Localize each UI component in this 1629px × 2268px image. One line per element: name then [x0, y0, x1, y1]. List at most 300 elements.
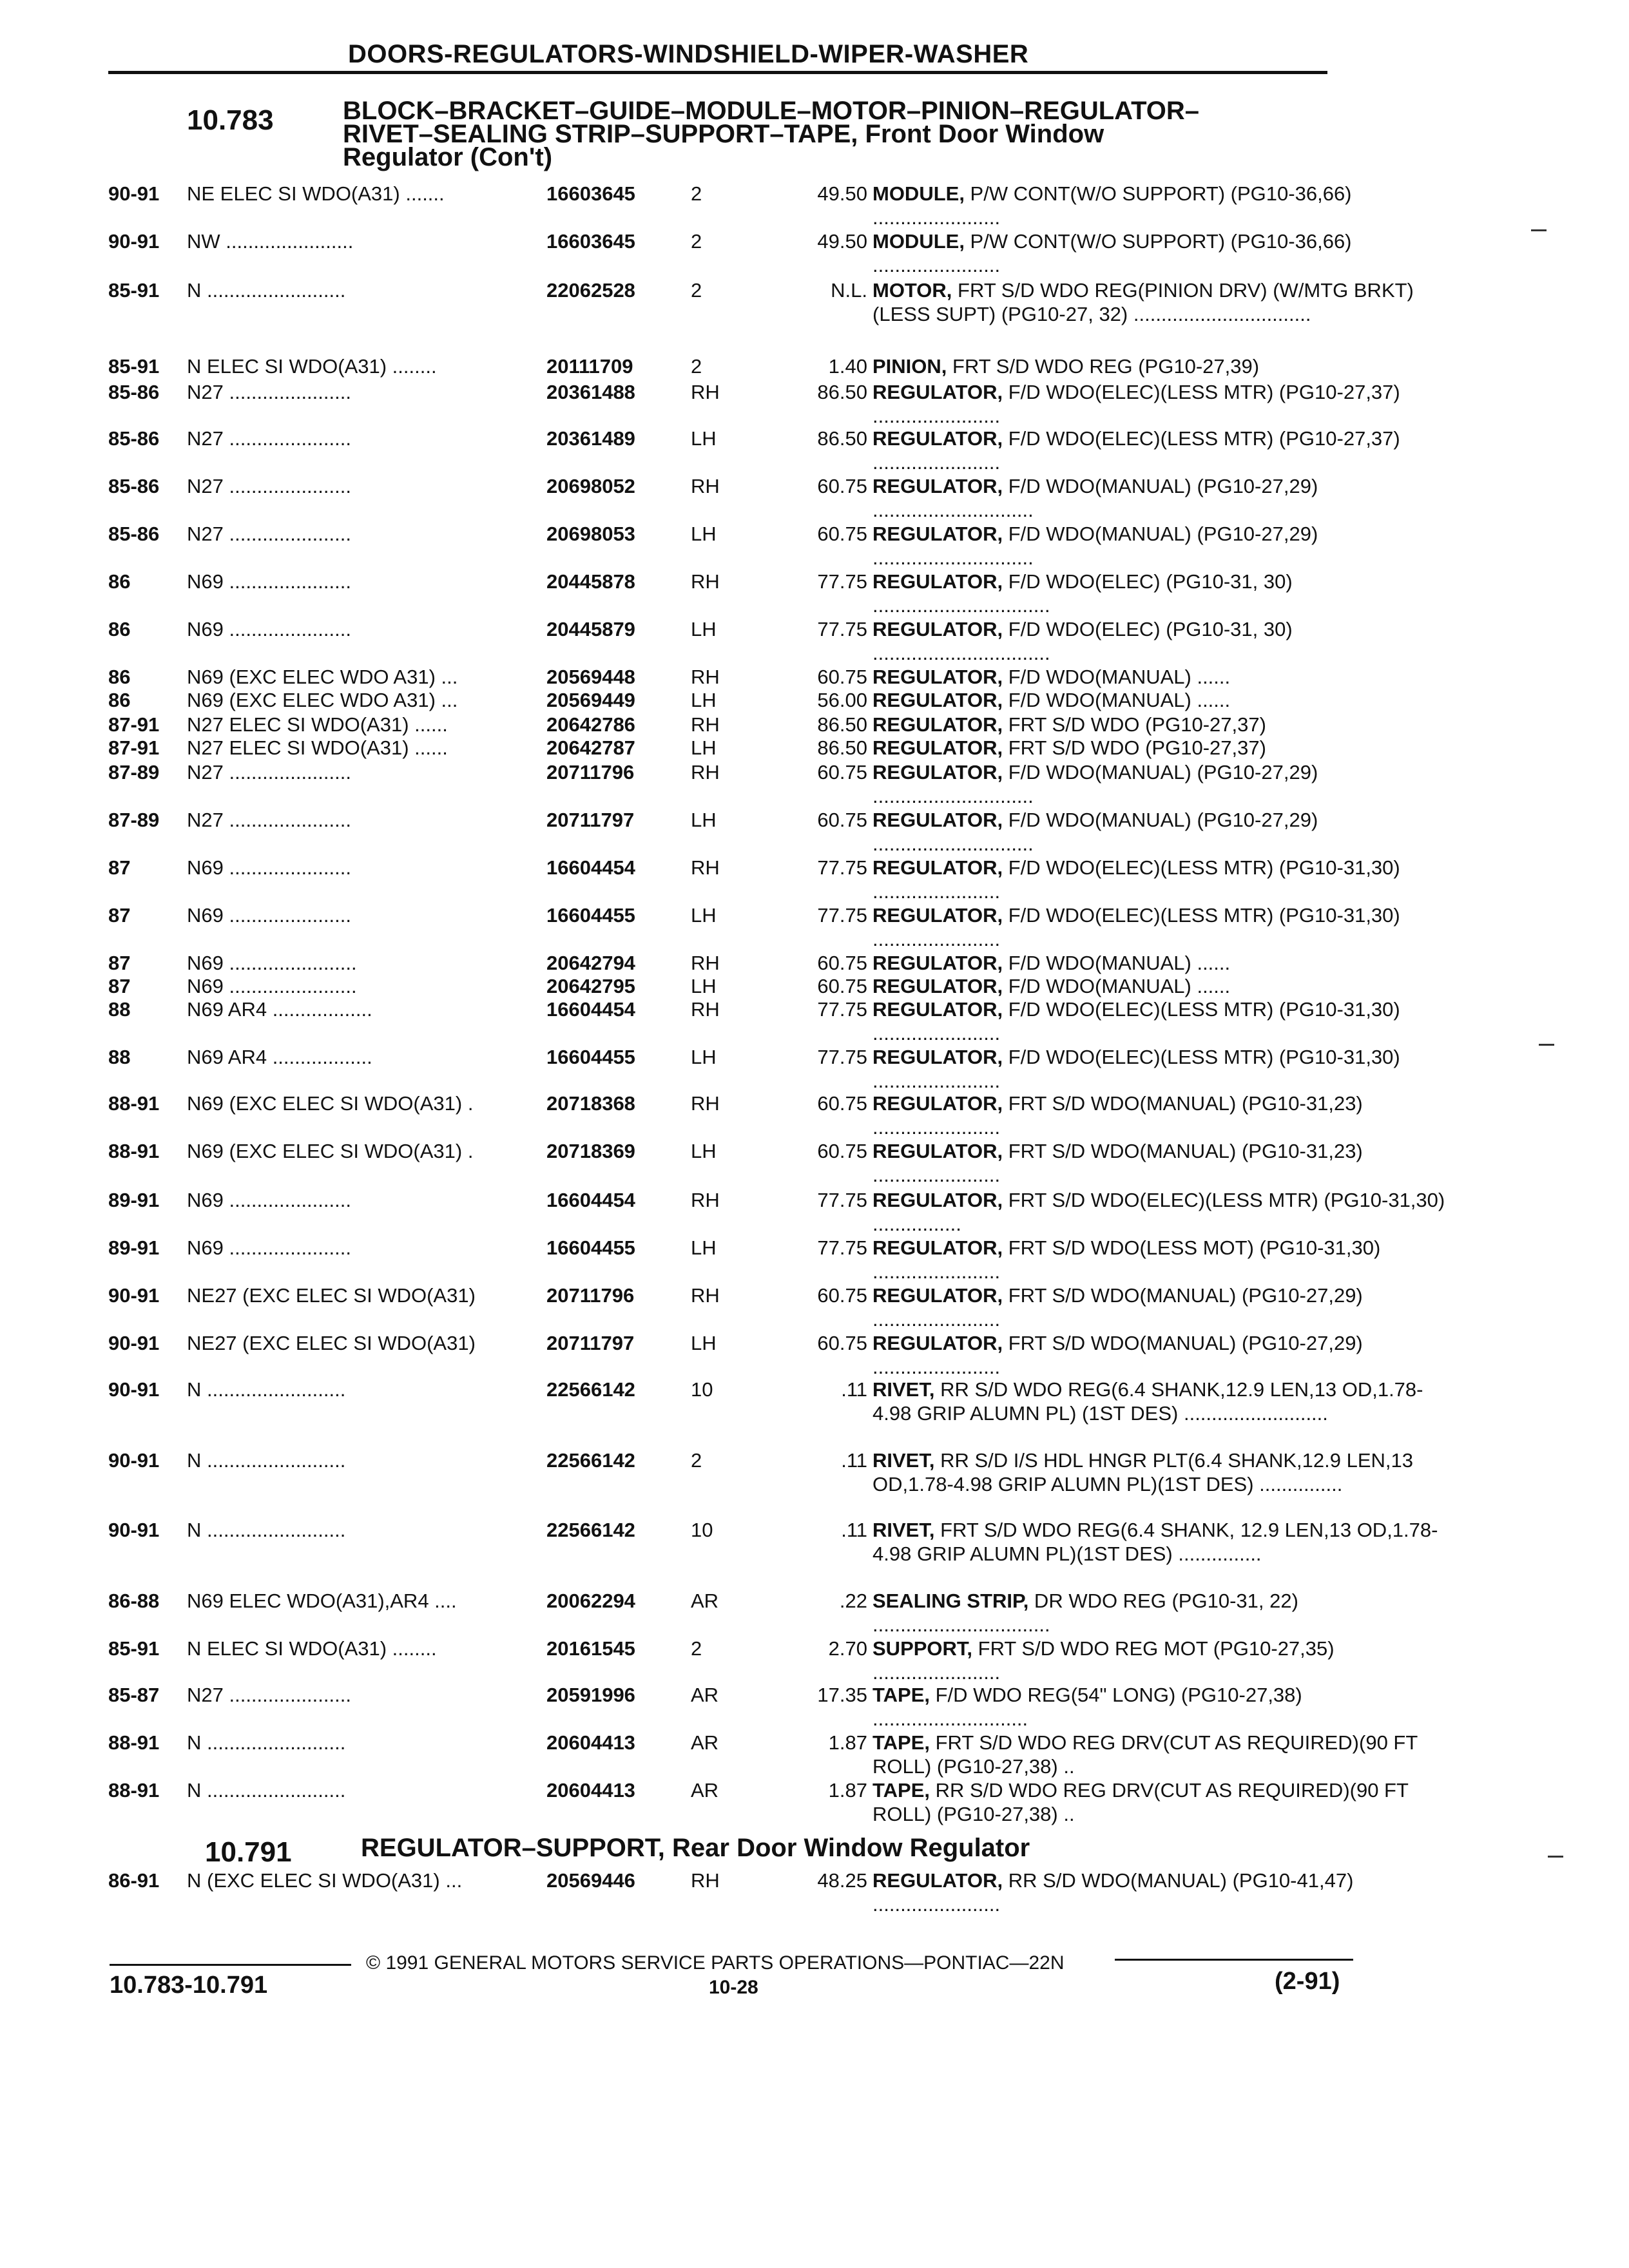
model-description: N ......................... [187, 1378, 346, 1401]
quantity: AR [691, 1684, 719, 1706]
model-description: N27 ...................... [187, 381, 351, 403]
part-name-bold: REGULATOR, [872, 1236, 1003, 1259]
model-years: 87 [108, 975, 131, 997]
model-years: 85-91 [108, 355, 160, 378]
part-name [872, 736, 1452, 760]
part-name-bold: REGULATOR, [872, 523, 1003, 545]
part-name-bold: TAPE, [872, 1731, 930, 1754]
part-name-bold: REGULATOR, [872, 809, 1003, 831]
part-name [872, 1518, 1452, 1566]
model-years: 87 [108, 904, 131, 927]
part-name-detail: F/D WDO(ELEC)(LESS MTR) (PG10-27,37) ....................... [872, 381, 1400, 427]
part-name-bold: REGULATOR, [872, 713, 1003, 736]
price: 60.75 [817, 952, 867, 974]
price: 86.50 [817, 713, 867, 736]
price: N.L. [831, 279, 867, 302]
part-name [872, 354, 1452, 378]
part-name [872, 617, 1452, 665]
part-name-detail: FRT S/D WDO(MANUAL) (PG10-27,29) ....................... [872, 1284, 1363, 1331]
model-description: N27 ...................... [187, 475, 351, 497]
part-name-bold: REGULATOR, [872, 975, 1003, 997]
model-description: N (EXC ELEC SI WDO(A31) ... [187, 1869, 463, 1892]
part-name-detail: P/W CONT(W/O SUPPORT) (PG10-36,66) ....................... [872, 230, 1352, 276]
quantity: RH [691, 952, 720, 974]
model-years: 85-86 [108, 427, 160, 450]
part-name [872, 1869, 1452, 1916]
part-name-detail: FRT S/D WDO REG DRV(CUT AS REQUIRED)(90 FT ROLL) (PG10-27,38) .. [872, 1731, 1418, 1778]
model-years: 87-91 [108, 736, 160, 759]
quantity: LH [691, 1046, 717, 1068]
quantity: LH [691, 975, 717, 997]
part-name [872, 808, 1452, 856]
part-number: 20604413 [546, 1779, 635, 1802]
part-number: 20445879 [546, 618, 635, 640]
part-name-detail: RR S/D I/S HDL HNGR PLT(6.4 SHANK,12.9 LEN,13 OD,1.78-4.98 GRIP ALUMN PL)(1ST DES) ............... [872, 1449, 1413, 1495]
price: 1.40 [828, 355, 867, 378]
price: .11 [841, 1449, 867, 1472]
part-name-bold: REGULATOR, [872, 618, 1003, 640]
model-years: 86 [108, 689, 131, 711]
part-name [872, 903, 1452, 951]
price: .11 [841, 1378, 867, 1401]
part-number: 20718368 [546, 1092, 635, 1115]
part-name-detail: FRT S/D WDO(MANUAL) (PG10-31,23) ....................... [872, 1140, 1363, 1186]
part-number: 22062528 [546, 279, 635, 302]
quantity: LH [691, 904, 717, 927]
part-name [872, 1283, 1452, 1331]
model-years: 88 [108, 1046, 131, 1068]
part-name-detail: F/D WDO(ELEC)(LESS MTR) (PG10-31,30) ....................... [872, 1046, 1400, 1092]
quantity: RH [691, 713, 720, 736]
part-number: 20711796 [546, 761, 635, 783]
price: 77.75 [817, 1236, 867, 1259]
part-name-detail: FRT S/D WDO (PG10-27,37) [1003, 736, 1266, 759]
model-years: 87 [108, 952, 131, 974]
quantity: RH [691, 1189, 720, 1211]
quantity: LH [691, 1140, 717, 1162]
model-years: 85-86 [108, 475, 160, 497]
part-number: 16604454 [546, 998, 635, 1021]
model-description: N69 (EXC ELEC SI WDO(A31) . [187, 1140, 474, 1162]
part-number: 20642787 [546, 736, 635, 759]
quantity: 10 [691, 1519, 713, 1541]
part-name-detail: F/D WDO REG(54" LONG) (PG10-27,38) ............................ [872, 1684, 1302, 1730]
price: 77.75 [817, 904, 867, 927]
quantity: RH [691, 998, 720, 1021]
model-years: 85-91 [108, 1637, 160, 1660]
part-name-bold: REGULATOR, [872, 666, 1003, 688]
model-years: 88-91 [108, 1092, 160, 1115]
part-name-detail: FRT S/D WDO(LESS MOT) (PG10-31,30) ....................... [872, 1236, 1381, 1283]
part-name-detail: RR S/D WDO(MANUAL) (PG10-41,47) ....................... [872, 1869, 1354, 1916]
part-number: 20569448 [546, 666, 635, 688]
quantity: RH [691, 1284, 720, 1307]
section-title-line-1: BLOCK–BRACKET–GUIDE–MODULE–MOTOR–PINION–REGULATOR– [343, 97, 1200, 125]
part-number: 20361488 [546, 381, 635, 403]
quantity: 2 [691, 1449, 702, 1472]
model-years: 86 [108, 570, 131, 593]
footer-copyright: © 1991 GENERAL MOTORS SERVICE PARTS OPERATIONS—PONTIAC—22N [366, 1952, 1065, 1974]
model-description: N27 ELEC SI WDO(A31) ...... [187, 736, 448, 759]
model-description: N27 ...................... [187, 1684, 351, 1706]
part-name-bold: REGULATOR, [872, 1869, 1003, 1892]
model-years: 89-91 [108, 1189, 160, 1211]
model-description: N ......................... [187, 1449, 346, 1472]
part-name [872, 1236, 1452, 1283]
price: 1.87 [828, 1779, 867, 1802]
quantity: RH [691, 381, 720, 403]
part-name [872, 1778, 1452, 1826]
part-name-bold: REGULATOR, [872, 1332, 1003, 1354]
quantity: LH [691, 523, 717, 545]
part-number: 20711797 [546, 809, 635, 831]
part-number: 22566142 [546, 1378, 635, 1401]
part-number: 22566142 [546, 1519, 635, 1541]
part-name [872, 1378, 1452, 1425]
part-name-detail: FRT S/D WDO REG MOT (PG10-27,35) ....................... [872, 1637, 1335, 1684]
model-years: 90-91 [108, 1332, 160, 1354]
part-name-bold: REGULATOR, [872, 475, 1003, 497]
model-years: 90-91 [108, 1378, 160, 1401]
part-name-bold: RIVET, [872, 1378, 935, 1401]
quantity: AR [691, 1779, 719, 1802]
model-years: 85-87 [108, 1684, 160, 1706]
price: 77.75 [817, 998, 867, 1021]
part-name [872, 182, 1452, 229]
part-name-detail: RR S/D WDO REG DRV(CUT AS REQUIRED)(90 FT ROLL) (PG10-27,38) .. [872, 1779, 1409, 1825]
part-name-bold: MOTOR, [872, 279, 952, 302]
quantity: 2 [691, 182, 702, 205]
part-name-detail: FRT S/D WDO(ELEC)(LESS MTR) (PG10-31,30) ................ [872, 1189, 1445, 1235]
model-years: 86 [108, 666, 131, 688]
part-number: 20569449 [546, 689, 635, 711]
price: 60.75 [817, 1140, 867, 1162]
quantity: RH [691, 475, 720, 497]
quantity: RH [691, 1869, 720, 1892]
price: 86.50 [817, 427, 867, 450]
part-name-detail: F/D WDO(MANUAL) (PG10-27,29) ............................. [872, 809, 1318, 855]
model-years: 90-91 [108, 230, 160, 253]
price: 17.35 [817, 1684, 867, 1706]
part-name-detail: F/D WDO(MANUAL) (PG10-27,29) ............................. [872, 475, 1318, 521]
part-name [872, 688, 1452, 712]
model-years: 88 [108, 998, 131, 1021]
price: 86.50 [817, 381, 867, 403]
price: 60.75 [817, 1332, 867, 1354]
part-name [872, 951, 1452, 975]
price: 77.75 [817, 570, 867, 593]
part-name-bold: REGULATOR, [872, 904, 1003, 927]
model-description: N ......................... [187, 279, 346, 302]
part-number: 16604454 [546, 856, 635, 879]
part-name-bold: REGULATOR, [872, 570, 1003, 593]
model-description: N ......................... [187, 1731, 346, 1754]
part-name [872, 1448, 1452, 1496]
header-rule [108, 71, 1327, 74]
part-number: 16604455 [546, 1046, 635, 1068]
model-years: 88-91 [108, 1779, 160, 1802]
part-number: 16603645 [546, 182, 635, 205]
part-number: 16603645 [546, 230, 635, 253]
footer-rule-right [1115, 1959, 1353, 1961]
model-description: NE ELEC SI WDO(A31) ....... [187, 182, 445, 205]
model-description: NE27 (EXC ELEC SI WDO(A31) [187, 1284, 476, 1307]
part-name [872, 713, 1452, 736]
part-name [872, 1091, 1452, 1139]
part-name-bold: REGULATOR, [872, 1189, 1003, 1211]
model-description: NW ....................... [187, 230, 354, 253]
part-name [872, 665, 1452, 689]
price: 60.75 [817, 475, 867, 497]
model-description: N ELEC SI WDO(A31) ........ [187, 1637, 437, 1660]
model-years: 90-91 [108, 1449, 160, 1472]
part-number: 20445878 [546, 570, 635, 593]
part-name-detail: F/D WDO(ELEC)(LESS MTR) (PG10-31,30) ....................... [872, 856, 1400, 903]
price: 60.75 [817, 975, 867, 997]
price: 60.75 [817, 666, 867, 688]
quantity: LH [691, 1332, 717, 1354]
model-description: N69 (EXC ELEC SI WDO(A31) . [187, 1092, 474, 1115]
quantity: RH [691, 666, 720, 688]
price: 60.75 [817, 523, 867, 545]
model-description: N69 AR4 .................. [187, 998, 372, 1021]
model-description: N27 ...................... [187, 761, 351, 783]
part-name-bold: REGULATOR, [872, 736, 1003, 759]
part-number: 20111709 [546, 355, 633, 378]
quantity: RH [691, 1092, 720, 1115]
model-description: N69 ...................... [187, 618, 351, 640]
part-name-detail: RR S/D WDO REG(6.4 SHANK,12.9 LEN,13 OD,1.78-4.98 GRIP ALUMN PL) (1ST DES) .......................... [872, 1378, 1423, 1425]
part-name [872, 380, 1452, 428]
part-number: 20062294 [546, 1590, 635, 1612]
quantity: 2 [691, 1637, 702, 1660]
model-description: N27 ...................... [187, 809, 351, 831]
part-name-bold: RIVET, [872, 1519, 935, 1541]
quantity: RH [691, 761, 720, 783]
part-number: 20698052 [546, 475, 635, 497]
section-number: 10.783 [187, 104, 274, 136]
margin-mark [1531, 229, 1547, 231]
part-name-detail: F/D WDO(ELEC)(LESS MTR) (PG10-27,37) ....................... [872, 427, 1400, 474]
model-years: 87-89 [108, 761, 160, 783]
part-name-detail: F/D WDO(ELEC) (PG10-31, 30) ................................ [872, 618, 1293, 664]
part-number: 20569446 [546, 1869, 635, 1892]
quantity: LH [691, 689, 717, 711]
part-name [872, 1731, 1452, 1778]
price: 77.75 [817, 618, 867, 640]
part-number: 20604413 [546, 1731, 635, 1754]
model-years: 88-91 [108, 1731, 160, 1754]
part-name-bold: REGULATOR, [872, 761, 1003, 783]
footer-rule-left [110, 1964, 351, 1966]
part-name-bold: REGULATOR, [872, 1284, 1003, 1307]
part-name-bold: REGULATOR, [872, 381, 1003, 403]
quantity: LH [691, 736, 717, 759]
model-description: N69 AR4 .................. [187, 1046, 372, 1068]
part-name-detail: FRT S/D WDO (PG10-27,37) [1003, 713, 1266, 736]
model-years: 90-91 [108, 1519, 160, 1541]
model-description: N69 ...................... [187, 1236, 351, 1259]
part-name-detail: FRT S/D WDO(MANUAL) (PG10-31,23) ....................... [872, 1092, 1363, 1139]
price: 2.70 [828, 1637, 867, 1660]
part-name-detail: FRT S/D WDO(MANUAL) (PG10-27,29) ....................... [872, 1332, 1363, 1378]
part-number: 20591996 [546, 1684, 635, 1706]
model-description: N27 ...................... [187, 427, 351, 450]
model-description: N27 ...................... [187, 523, 351, 545]
price: 86.50 [817, 736, 867, 759]
part-name-detail: F/D WDO(MANUAL) (PG10-27,29) ............................. [872, 761, 1318, 807]
part-number: 20161545 [546, 1637, 635, 1660]
price: .11 [841, 1519, 867, 1541]
model-description: N69 ...................... [187, 856, 351, 879]
model-years: 85-86 [108, 523, 160, 545]
price: 49.50 [817, 182, 867, 205]
part-name-bold: TAPE, [872, 1779, 930, 1802]
part-name-detail: F/D WDO(ELEC) (PG10-31, 30) ................................ [872, 570, 1293, 617]
model-description: N69 ...................... [187, 904, 351, 927]
part-number: 20642786 [546, 713, 635, 736]
section-2-number: 10.791 [205, 1836, 292, 1868]
part-name-bold: TAPE, [872, 1684, 930, 1706]
part-name-bold: REGULATOR, [872, 689, 1003, 711]
model-years: 87 [108, 856, 131, 879]
part-number: 20361489 [546, 427, 635, 450]
model-years: 89-91 [108, 1236, 160, 1259]
part-name-detail: F/D WDO(ELEC)(LESS MTR) (PG10-31,30) ....................... [872, 904, 1400, 950]
part-name [872, 427, 1452, 474]
price: 77.75 [817, 1046, 867, 1068]
part-number: 20718369 [546, 1140, 635, 1162]
part-number: 20698053 [546, 523, 635, 545]
model-years: 86-88 [108, 1590, 160, 1612]
price: 1.87 [828, 1731, 867, 1754]
part-name-detail: FRT S/D WDO REG(PINION DRV) (W/MTG BRKT)(LESS SUPT) (PG10-27, 32) ................................ [872, 279, 1414, 325]
part-name [872, 1683, 1452, 1731]
part-name [872, 760, 1452, 808]
quantity: 10 [691, 1378, 713, 1401]
model-years: 90-91 [108, 182, 160, 205]
part-name-bold: MODULE, [872, 230, 965, 253]
model-description: N69 ...................... [187, 1189, 351, 1211]
model-description: N ......................... [187, 1779, 346, 1802]
model-years: 86 [108, 618, 131, 640]
quantity: RH [691, 856, 720, 879]
part-name [872, 1331, 1452, 1379]
price: 77.75 [817, 856, 867, 879]
footer-date: (2-91) [1275, 1968, 1340, 1995]
part-number: 16604455 [546, 904, 635, 927]
model-years: 85-86 [108, 381, 160, 403]
section-title-line-2: RIVET–SEALING STRIP–SUPPORT–TAPE, Front Door Window [343, 120, 1104, 148]
part-name [872, 570, 1452, 617]
part-number: 16604455 [546, 1236, 635, 1259]
part-name-bold: REGULATOR, [872, 1046, 1003, 1068]
model-description: N ELEC SI WDO(A31) ........ [187, 355, 437, 378]
price: .22 [839, 1590, 867, 1612]
model-years: 87-89 [108, 809, 160, 831]
model-description: NE27 (EXC ELEC SI WDO(A31) [187, 1332, 476, 1354]
part-name [872, 1139, 1452, 1187]
price: 60.75 [817, 1092, 867, 1115]
model-description: N69 ....................... [187, 952, 357, 974]
model-description: N69 ELEC WDO(A31),AR4 .... [187, 1590, 457, 1612]
part-number: 20642794 [546, 952, 635, 974]
model-description: N69 ...................... [187, 570, 351, 593]
part-name-bold: REGULATOR, [872, 427, 1003, 450]
part-name [872, 997, 1452, 1045]
part-name [872, 1637, 1452, 1684]
price: 60.75 [817, 809, 867, 831]
model-description: N69 (EXC ELEC WDO A31) ... [187, 666, 458, 688]
part-number: 20711797 [546, 1332, 635, 1354]
footer-range: 10.783-10.791 [110, 1972, 268, 1999]
price: 56.00 [817, 689, 867, 711]
price: 77.75 [817, 1189, 867, 1211]
price: 48.25 [817, 1869, 867, 1892]
model-description: N27 ELEC SI WDO(A31) ...... [187, 713, 448, 736]
part-number: 22566142 [546, 1449, 635, 1472]
page-header: DOORS-REGULATORS-WINDSHIELD-WIPER-WASHER [348, 40, 1029, 68]
part-name-bold: SEALING STRIP, [872, 1590, 1029, 1612]
quantity: AR [691, 1590, 719, 1612]
section-title-line-3: Regulator (Con't) [343, 143, 553, 171]
quantity: 2 [691, 279, 702, 302]
part-name [872, 1589, 1452, 1637]
quantity: LH [691, 427, 717, 450]
model-years: 85-91 [108, 279, 160, 302]
part-name-bold: REGULATOR, [872, 1140, 1003, 1162]
price: 60.75 [817, 761, 867, 783]
part-name [872, 474, 1452, 522]
part-name [872, 1045, 1452, 1093]
part-name-detail: F/D WDO(MANUAL) (PG10-27,29) ............................. [872, 523, 1318, 569]
model-years: 90-91 [108, 1284, 160, 1307]
part-name-detail: F/D WDO(MANUAL) ...... [1003, 975, 1231, 997]
part-name-detail: FRT S/D WDO REG (PG10-27,39) [947, 355, 1260, 378]
part-name-detail: DR WDO REG (PG10-31, 22) ................................ [872, 1590, 1298, 1636]
part-number: 20711796 [546, 1284, 635, 1307]
part-name-detail: F/D WDO(ELEC)(LESS MTR) (PG10-31,30) ....................... [872, 998, 1400, 1044]
quantity: 2 [691, 355, 702, 378]
part-number: 20642795 [546, 975, 635, 997]
margin-mark [1548, 1856, 1563, 1858]
part-name-bold: PINION, [872, 355, 947, 378]
model-description: N69 (EXC ELEC WDO A31) ... [187, 689, 458, 711]
part-name [872, 278, 1452, 326]
part-name-detail: F/D WDO(MANUAL) ...... [1003, 952, 1231, 974]
part-name-bold: SUPPORT, [872, 1637, 973, 1660]
part-name [872, 856, 1452, 903]
part-name-detail: FRT S/D WDO REG(6.4 SHANK, 12.9 LEN,13 OD,1.78-4.98 GRIP ALUMN PL)(1ST DES) ............... [872, 1519, 1438, 1565]
part-name [872, 229, 1452, 277]
part-name-detail: P/W CONT(W/O SUPPORT) (PG10-36,66) ....................... [872, 182, 1352, 229]
price: 49.50 [817, 230, 867, 253]
part-name-detail: F/D WDO(MANUAL) ...... [1003, 689, 1231, 711]
model-years: 86-91 [108, 1869, 160, 1892]
quantity: LH [691, 809, 717, 831]
price: 60.75 [817, 1284, 867, 1307]
model-description: N ......................... [187, 1519, 346, 1541]
part-number: 16604454 [546, 1189, 635, 1211]
quantity: 2 [691, 230, 702, 253]
part-name [872, 974, 1452, 998]
quantity: LH [691, 618, 717, 640]
part-name-bold: MODULE, [872, 182, 965, 205]
section-2-title: REGULATOR–SUPPORT, Rear Door Window Regulator [361, 1834, 1030, 1862]
margin-mark [1539, 1044, 1554, 1046]
part-name-bold: REGULATOR, [872, 998, 1003, 1021]
model-years: 87-91 [108, 713, 160, 736]
